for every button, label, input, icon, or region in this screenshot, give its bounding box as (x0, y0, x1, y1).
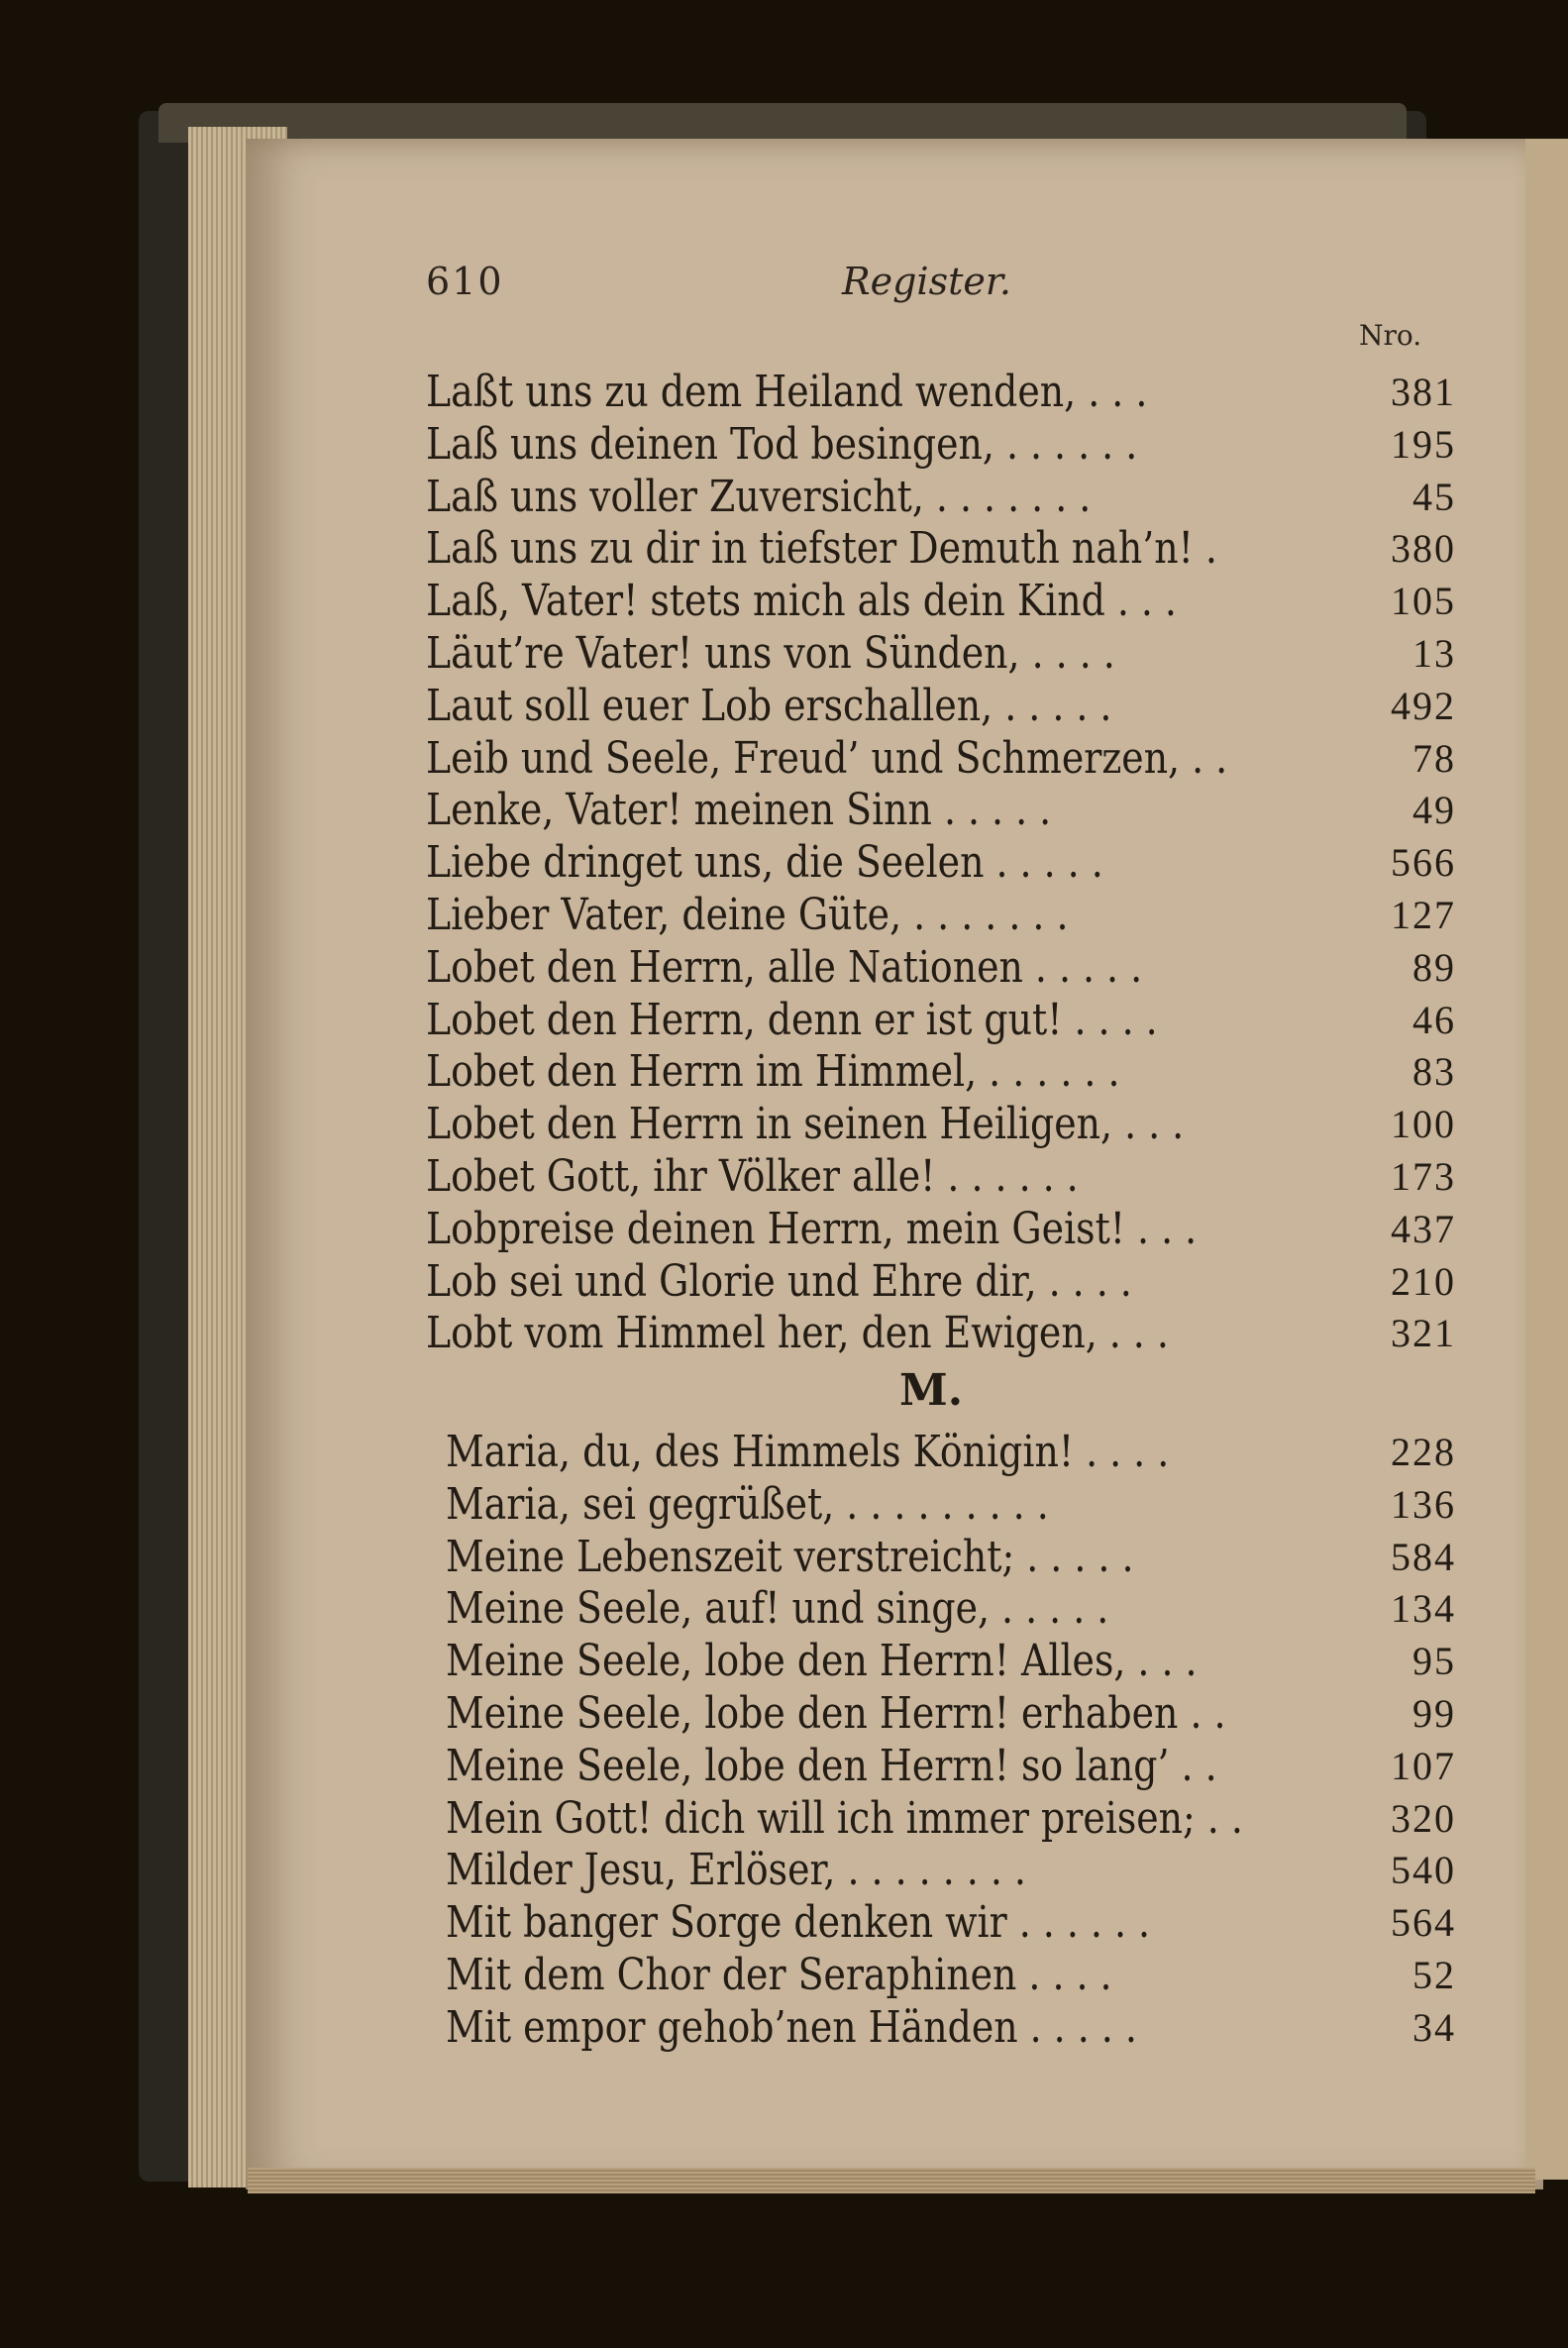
entry-number: 100 (1391, 1102, 1456, 1147)
entry-title: Meine Seele, lobe den Herrn! so lang’ . . (446, 1740, 1217, 1791)
entry-number: 321 (1391, 1311, 1456, 1356)
book-spine-top (158, 103, 1407, 143)
index-list-l (426, 367, 1456, 1422)
entry-number: 46 (1412, 997, 1456, 1042)
index-entry (426, 1046, 1456, 1099)
entry-title: Lob sei und Glorie und Ehre dir, . . . . (426, 1255, 1132, 1307)
index-entry (426, 995, 1456, 1047)
index-entry (446, 1583, 1456, 1636)
entry-number: 584 (1391, 1534, 1456, 1579)
entry-number: 320 (1391, 1795, 1456, 1841)
entry-title: Maria, du, des Himmels Königin! . . . . (446, 1427, 1170, 1477)
index-entry (446, 1741, 1456, 1793)
index-entry (426, 1204, 1456, 1256)
index-entry (426, 733, 1456, 786)
entry-number: 540 (1391, 1848, 1456, 1893)
column-label-nro: Nro. (1359, 319, 1422, 352)
index-entry (446, 1793, 1456, 1846)
index-entry (446, 1845, 1456, 1897)
entry-title: Lobet den Herrn im Himmel, . . . . . . (426, 1046, 1120, 1098)
entry-title: Lieber Vater, deine Güte, . . . . . . . (426, 889, 1069, 940)
entry-number: 34 (1412, 2004, 1456, 2050)
entry-title: Mit empor gehob’nen Händen . . . . . (446, 2001, 1137, 2053)
index-entry (446, 1950, 1456, 2002)
entry-number: 566 (1391, 840, 1456, 886)
entry-number: 89 (1412, 944, 1456, 990)
entry-title: Laß uns deinen Tod besingen, . . . . . . (426, 418, 1138, 470)
entry-number: 195 (1391, 421, 1456, 467)
page-bottom-edge (248, 2168, 1535, 2193)
index-entry (426, 785, 1456, 837)
index-entry (426, 681, 1456, 733)
index-entry (426, 1099, 1456, 1151)
entry-title: Milder Jesu, Erlöser, . . . . . . . . (446, 1845, 1026, 1896)
entry-title: Lobet den Herrn in seinen Heiligen, . . . (426, 1099, 1185, 1150)
entry-number: 381 (1391, 370, 1456, 414)
index-entry (446, 1897, 1456, 1950)
entry-title: Mit dem Chor der Seraphinen . . . . (446, 1949, 1112, 2000)
entry-number: 492 (1391, 683, 1456, 728)
index-entry (446, 1479, 1456, 1532)
running-title: Register. (842, 260, 1011, 303)
entry-title: Lobet den Herrn, denn er ist gut! . . . . (426, 994, 1158, 1045)
entry-title: Läut’re Vater! uns von Sünden, . . . . (426, 627, 1115, 679)
index-entry (446, 1427, 1456, 1479)
entry-number: 127 (1391, 892, 1456, 937)
index-entry (446, 1532, 1456, 1584)
entry-number: 136 (1391, 1481, 1456, 1527)
entry-title: Liebe dringet uns, die Seelen . . . . . (426, 837, 1103, 889)
entry-number: 564 (1391, 1900, 1456, 1946)
entry-title: Meine Seele, lobe den Herrn! Alles, . . . (446, 1636, 1198, 1687)
entry-number: 437 (1391, 1206, 1456, 1251)
entry-title: Mein Gott! dich will ich immer preisen; . . (446, 1792, 1243, 1844)
index-entry (426, 1151, 1456, 1204)
entry-number: 173 (1391, 1153, 1456, 1199)
index-entry (426, 942, 1456, 995)
index-entry (446, 1636, 1456, 1688)
entry-title: Meine Seele, auf! und singe, . . . . . (446, 1583, 1109, 1635)
entry-title: Lobet den Herrn, alle Nationen . . . . . (426, 941, 1143, 993)
entry-number: 83 (1412, 1049, 1456, 1095)
page-number: 610 (426, 260, 504, 303)
entry-title: Lobt vom Himmel her, den Ewigen, . . . (426, 1308, 1169, 1359)
entry-title: Laß uns zu dir in tiefster Demuth nah’n! . (426, 523, 1217, 575)
entry-number: 380 (1391, 526, 1456, 572)
index-entry (446, 2002, 1456, 2055)
index-entry (426, 576, 1456, 628)
entry-number: 78 (1412, 735, 1456, 781)
index-entry (426, 419, 1456, 472)
index-entry (426, 523, 1456, 576)
entry-title: Lobpreise deinen Herrn, mein Geist! . . . (426, 1203, 1198, 1254)
entry-number: 13 (1412, 630, 1456, 676)
entry-title: Leib und Seele, Freud’ und Schmerzen, . . (426, 732, 1228, 784)
entry-number: 134 (1391, 1586, 1456, 1632)
entry-number: 49 (1412, 788, 1456, 833)
index-entry (426, 1308, 1456, 1360)
entry-title: Meine Lebenszeit verstreicht; . . . . . (446, 1531, 1134, 1582)
entry-number: 95 (1412, 1639, 1456, 1684)
index-entry (426, 837, 1456, 890)
entry-title: Meine Seele, lobe den Herrn! erhaben . . (446, 1687, 1226, 1739)
entry-title: Maria, sei gegrüßet, . . . . . . . . . (446, 1478, 1049, 1530)
entry-title: Lenke, Vater! meinen Sinn . . . . . (426, 785, 1052, 836)
entry-number: 52 (1412, 1952, 1456, 1997)
entry-number: 210 (1391, 1258, 1456, 1304)
entry-title: Lobet Gott, ihr Völker alle! . . . . . . (426, 1150, 1079, 1202)
entry-number: 105 (1391, 579, 1456, 624)
entry-title: Laßt uns zu dem Heiland wenden, . . . (426, 367, 1148, 417)
index-entry (426, 1256, 1456, 1309)
page-header (426, 260, 1436, 319)
entry-title: Mit banger Sorge denken wir . . . . . . (446, 1897, 1151, 1949)
index-entry (426, 367, 1456, 419)
facing-page-edge (1525, 139, 1568, 2180)
index-entry (426, 628, 1456, 681)
index-entry (446, 1688, 1456, 1741)
entry-title: Laß, Vater! stets mich als dein Kind . . . (426, 576, 1177, 627)
entry-title: Laut soll euer Lob erschallen, . . . . . (426, 680, 1112, 731)
index-entry (426, 472, 1456, 524)
index-entry (426, 890, 1456, 942)
entry-number: 107 (1391, 1743, 1456, 1788)
section-heading-m: M. (898, 1365, 964, 1417)
index-list-m (446, 1427, 1456, 2055)
entry-title: Laß uns voller Zuversicht, . . . . . . . (426, 471, 1092, 522)
entry-number: 99 (1412, 1690, 1456, 1736)
entry-number: 45 (1412, 474, 1456, 519)
entry-number: 228 (1391, 1430, 1456, 1474)
